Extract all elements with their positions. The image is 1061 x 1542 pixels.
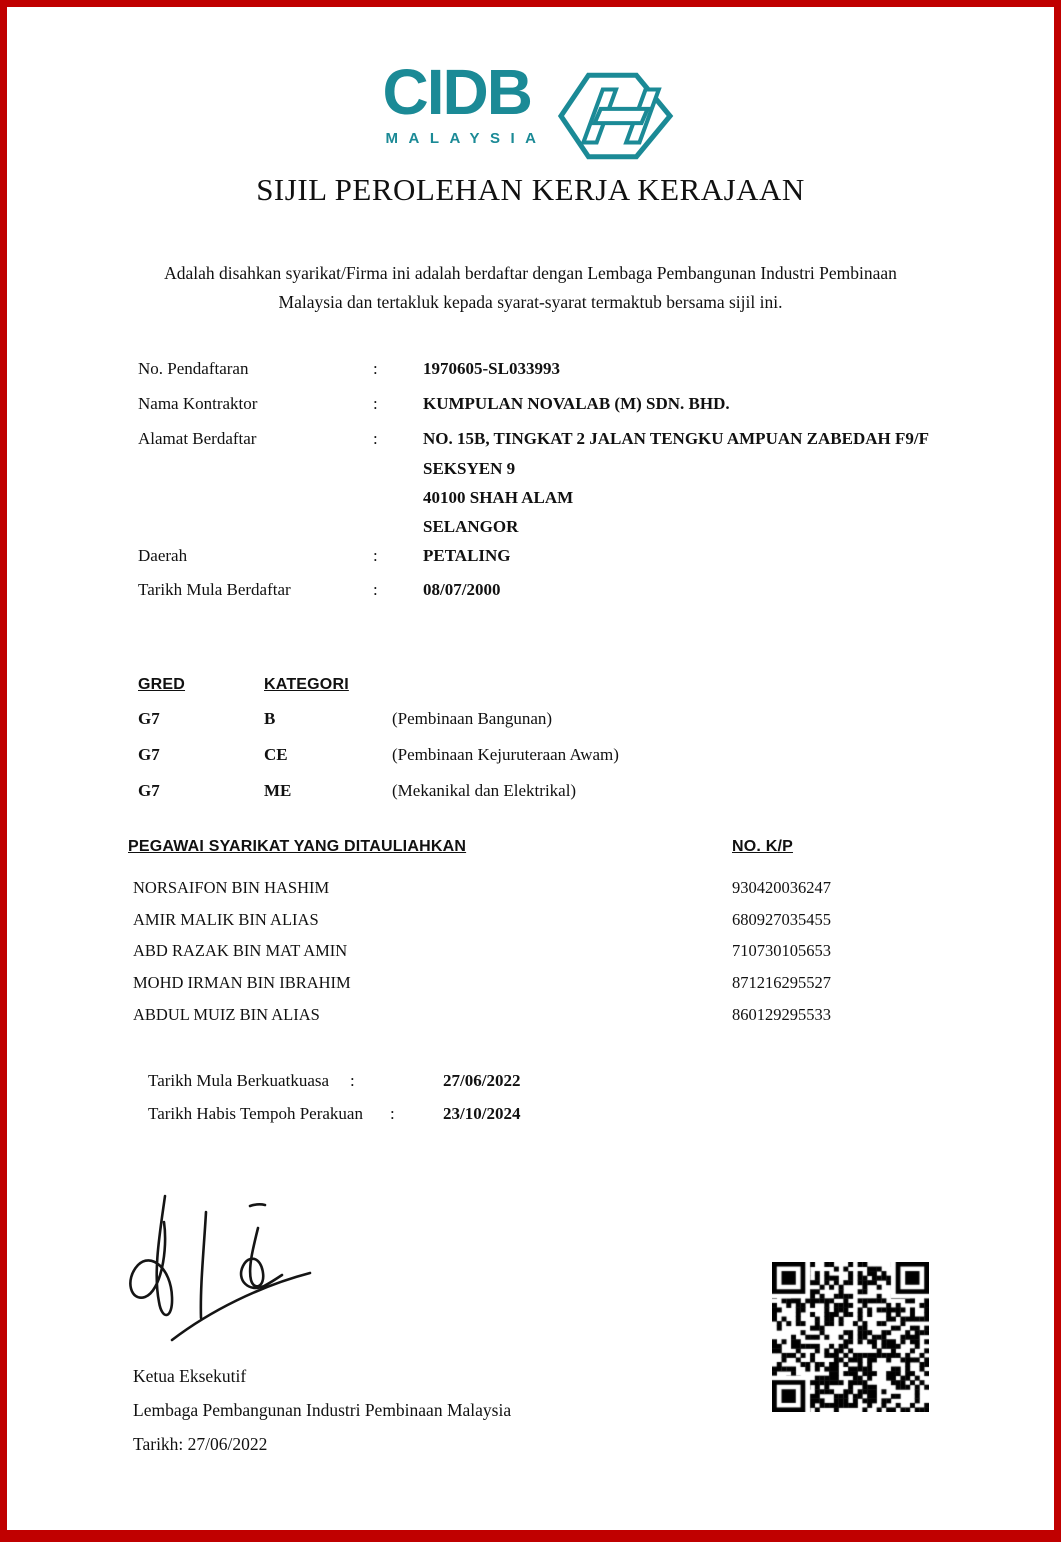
registered-date-label: Tarikh Mula Berdaftar: [138, 580, 291, 599]
grade-row-desc: (Pembinaan Kejuruteraan Awam): [392, 745, 619, 764]
officer-name: ABDUL MUIZ BIN ALIAS: [133, 1005, 320, 1024]
colon: :: [373, 359, 378, 378]
officer-ic: 710730105653: [732, 941, 831, 960]
cidb-hexagon-icon: [554, 62, 678, 170]
signature: [110, 1190, 320, 1350]
registration-no-label: No. Pendaftaran: [138, 359, 249, 378]
colon: :: [350, 1071, 355, 1090]
district-value: PETALING: [423, 546, 511, 565]
grade-row-gred: G7: [138, 709, 160, 728]
cidb-country-text: MALAYSIA: [385, 130, 547, 147]
officer-name: ABD RAZAK BIN MAT AMIN: [133, 941, 348, 960]
expiry-date-value: 23/10/2024: [443, 1104, 521, 1123]
effective-date-label: Tarikh Mula Berkuatkuasa: [148, 1071, 330, 1090]
address-line-2: SEKSYEN 9: [423, 459, 516, 478]
contractor-name-value: KUMPULAN NOVALAB (M) SDN. BHD.: [423, 394, 730, 413]
officer-ic: 930420036247: [732, 878, 831, 897]
grade-row-code: CE: [264, 745, 288, 764]
certificate-title: SIJIL PEROLEHAN KERJA KERAJAAN: [256, 172, 805, 207]
organization-name: Lembaga Pembangunan Industri Pembinaan Malaysia: [133, 1400, 512, 1420]
colon: :: [373, 580, 378, 599]
grade-row-desc: (Mekanikal dan Elektrikal): [392, 781, 577, 800]
expiry-date-label: Tarikh Habis Tempoh Perakuan: [148, 1104, 363, 1123]
intro-paragraph: [0, 259, 1061, 317]
officers-header: PEGAWAI SYARIKAT YANG DITAULIAHKAN: [128, 838, 467, 855]
officer-name: AMIR MALIK BIN ALIAS: [133, 910, 319, 929]
qr-code: [772, 1262, 929, 1412]
grade-row-code: ME: [264, 781, 292, 800]
kategori-header: KATEGORI: [264, 676, 349, 693]
cidb-logo: [0, 56, 1061, 170]
footer-date: Tarikh: 27/06/2022: [133, 1434, 268, 1454]
cidb-brand-text: CIDB: [382, 56, 531, 128]
colon: :: [373, 394, 378, 413]
grade-row-gred: G7: [138, 745, 160, 764]
grade-row-desc: (Pembinaan Bangunan): [392, 709, 553, 728]
officer-ic: 871216295527: [732, 973, 831, 992]
address-line-1: NO. 15B, TINGKAT 2 JALAN TENGKU AMPUAN ZABEDAH F9/F: [423, 429, 929, 448]
registered-date-value: 08/07/2000: [423, 580, 501, 599]
effective-date-value: 27/06/2022: [443, 1071, 521, 1090]
officer-ic: 680927035455: [732, 910, 831, 929]
contractor-name-label: Nama Kontraktor: [138, 394, 258, 413]
grade-row-code: B: [264, 709, 276, 728]
gred-header: GRED: [138, 676, 186, 693]
officer-ic: 860129295533: [732, 1005, 831, 1024]
colon: :: [373, 546, 378, 565]
intro-line-1: Adalah disahkan syarikat/Firma ini adalah berdaftar dengan Lembaga Pembangunan Industri Pembinaan: [164, 263, 897, 283]
district-label: Daerah: [138, 546, 188, 565]
colon: :: [390, 1104, 395, 1123]
address-label: Alamat Berdaftar: [138, 429, 257, 448]
officer-name: NORSAIFON BIN HASHIM: [133, 878, 330, 897]
grade-row-gred: G7: [138, 781, 160, 800]
address-line-3: 40100 SHAH ALAM: [423, 488, 574, 507]
signatory-title: Ketua Eksekutif: [133, 1366, 247, 1386]
colon: :: [373, 429, 378, 448]
cidb-logo-text: [382, 56, 547, 147]
intro-line-2: Malaysia dan tertakluk kepada syarat-syarat termaktub bersama sijil ini.: [278, 292, 783, 312]
officer-name: MOHD IRMAN BIN IBRAHIM: [133, 973, 351, 992]
address-line-4: SELANGOR: [423, 517, 519, 536]
registration-no-value: 1970605-SL033993: [423, 359, 560, 378]
officers-id-header: NO. K/P: [732, 838, 793, 855]
